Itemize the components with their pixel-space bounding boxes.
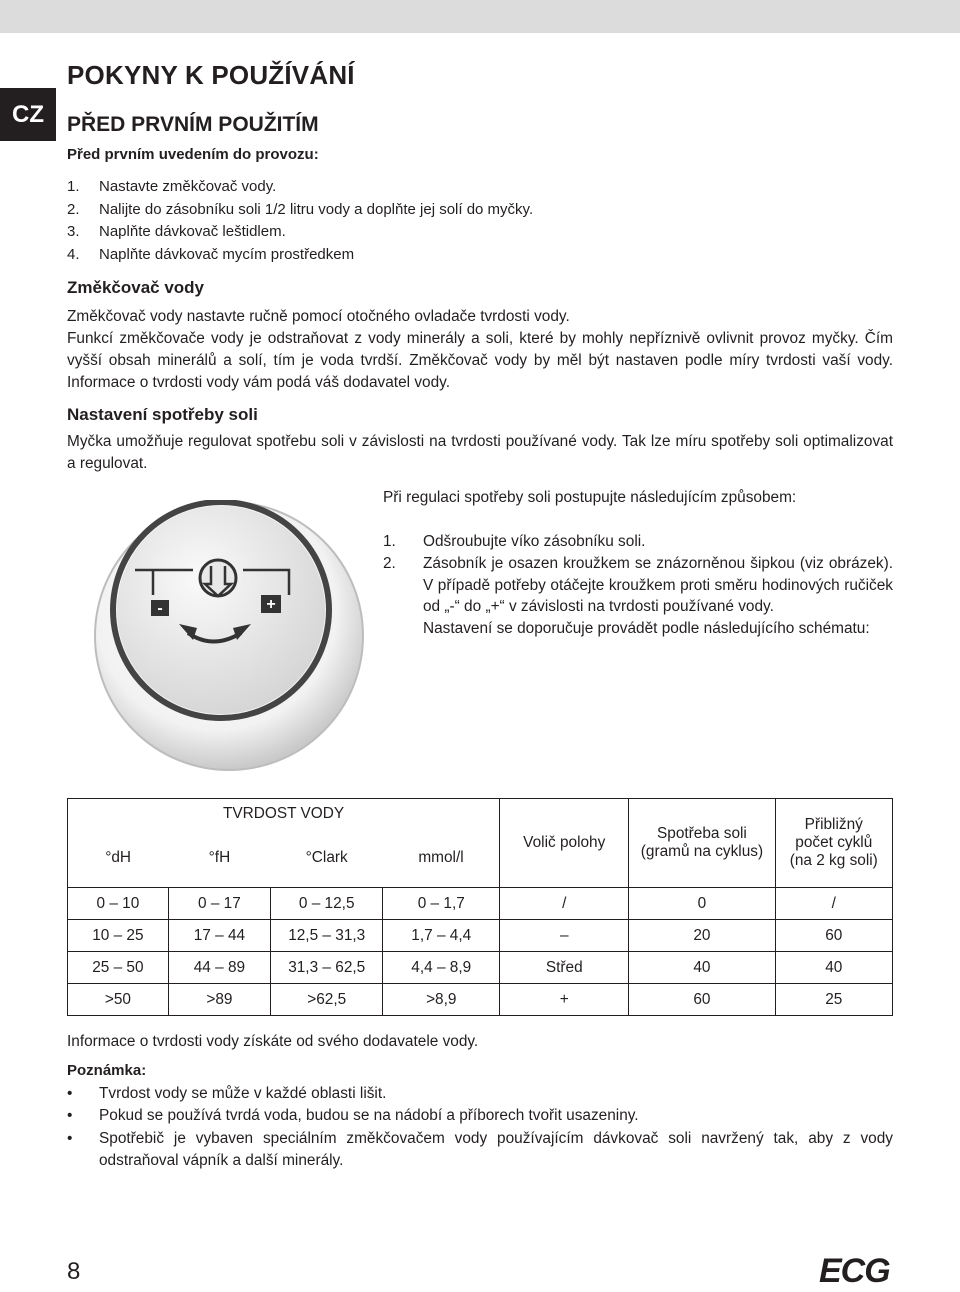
- brand-logo: ECG: [819, 1252, 890, 1290]
- salt-intro: Při regulaci spotřeby soli postupujte následujícím způsobem:: [383, 489, 797, 506]
- note-list: [67, 1083, 893, 1172]
- col-cycles-header: Přibližný počet cyklů (na 2 kg soli): [775, 799, 892, 888]
- softener-paragraph-2: Funkcí změkčovače vody je odstraňovat z vody minerály a soli, které by mohly nepříznivě ovlivnit provoz myčky. Čím vyšší obsah minerálů a solí, tím je voda tvrdší. Změkčovač vody by měl být nastaven podle míry tvrdosti vaší vody. Informace o tvrdosti vody vám podá váš dodavatel vody.: [67, 330, 893, 391]
- footnote: Informace o tvrdosti vody získáte od svého dodavatele vody.: [67, 1033, 479, 1050]
- note-heading: Poznámka:: [67, 1062, 147, 1079]
- list-item: • Spotřebič je vybaven speciálním změkčovačem vody používajícím dávkovač soli navržený tak, aby z vody odstraňoval vápník a další minerály.: [67, 1129, 893, 1169]
- list-item: 2. Zásobník je osazen kroužkem se znázorněnou šipkou (viz obrázek). V případě potřeby otáčejte kroužkem proti směru hodinových ručiček od „-“ do „+“ v závislosti na tvrdosti používané vody.: [383, 554, 893, 616]
- softener-paragraph-1: Změkčovač vody nastavte ručně pomocí otočného ovladače tvrdosti vody.: [67, 308, 570, 325]
- salt-steps: [383, 531, 893, 640]
- list-item: Nastavení se doporučuje provádět podle následujícího schématu:: [423, 620, 870, 638]
- page-title: POKYNY K POUŽÍVÁNÍ: [67, 60, 355, 90]
- salt-dial-illustration: [93, 500, 365, 772]
- water-hardness-table: [67, 798, 893, 1016]
- salt-paragraph: Myčka umožňuje regulovat spotřebu soli v závislosti na tvrdosti používané vody. Tak lze míru spotřeby soli optimalizovat a regulovat.: [67, 433, 893, 472]
- table-row: 10 – 25 17 – 44 12,5 – 31,3 1,7 – 4,4 – 20 60: [68, 920, 893, 952]
- page-number: 8: [67, 1258, 81, 1285]
- group-header: TVRDOST VODY: [68, 799, 500, 829]
- list-item: 1. Odšroubujte víko zásobníku soli.: [383, 533, 646, 550]
- col-selector-header: Volič polohy: [500, 799, 629, 888]
- table-row: 25 – 50 44 – 89 31,3 – 62,5 4,4 – 8,9 Střed 40 40: [68, 952, 893, 984]
- dial-plus-label: +: [266, 596, 276, 613]
- section-subtitle: Před prvním uvedením do provozu:: [67, 146, 319, 163]
- col-salt-header: Spotřeba soli (gramů na cyklus): [629, 799, 775, 888]
- col-fh-header: °fH: [168, 829, 270, 888]
- first-use-steps: [67, 176, 533, 266]
- list-item: 4. Naplňte dávkovač mycím prostředkem: [67, 245, 355, 263]
- language-tab: CZ: [0, 88, 56, 141]
- col-dh-header: °dH: [68, 829, 169, 888]
- dial-minus-label: -: [157, 600, 163, 617]
- table-row: 0 – 10 0 – 17 0 – 12,5 0 – 1,7 / 0 /: [68, 888, 893, 920]
- salt-heading: Nastavení spotřeby soli: [67, 405, 258, 424]
- col-clark-header: °Clark: [271, 829, 383, 888]
- list-item: 2. Nalijte do zásobníku soli 1/2 litru vody a doplňte jej solí do myčky.: [67, 200, 534, 218]
- list-item: • Pokud se používá tvrdá voda, budou se na nádobí a příborech tvořit usazeniny.: [67, 1107, 639, 1125]
- col-mmol-header: mmol/l: [383, 829, 500, 888]
- table-row: >50 >89 >62,5 >8,9 + 60 25: [68, 984, 893, 1016]
- top-bar: [0, 0, 960, 33]
- section-title: PŘED PRVNÍM POUŽITÍM: [67, 113, 319, 136]
- list-item: • Tvrdost vody se může v každé oblasti lišit.: [67, 1085, 387, 1102]
- list-item: 1. Nastavte změkčovač vody.: [67, 178, 277, 195]
- softener-heading: Změkčovač vody: [67, 278, 205, 297]
- list-item: 3. Naplňte dávkovač leštidlem.: [67, 223, 286, 241]
